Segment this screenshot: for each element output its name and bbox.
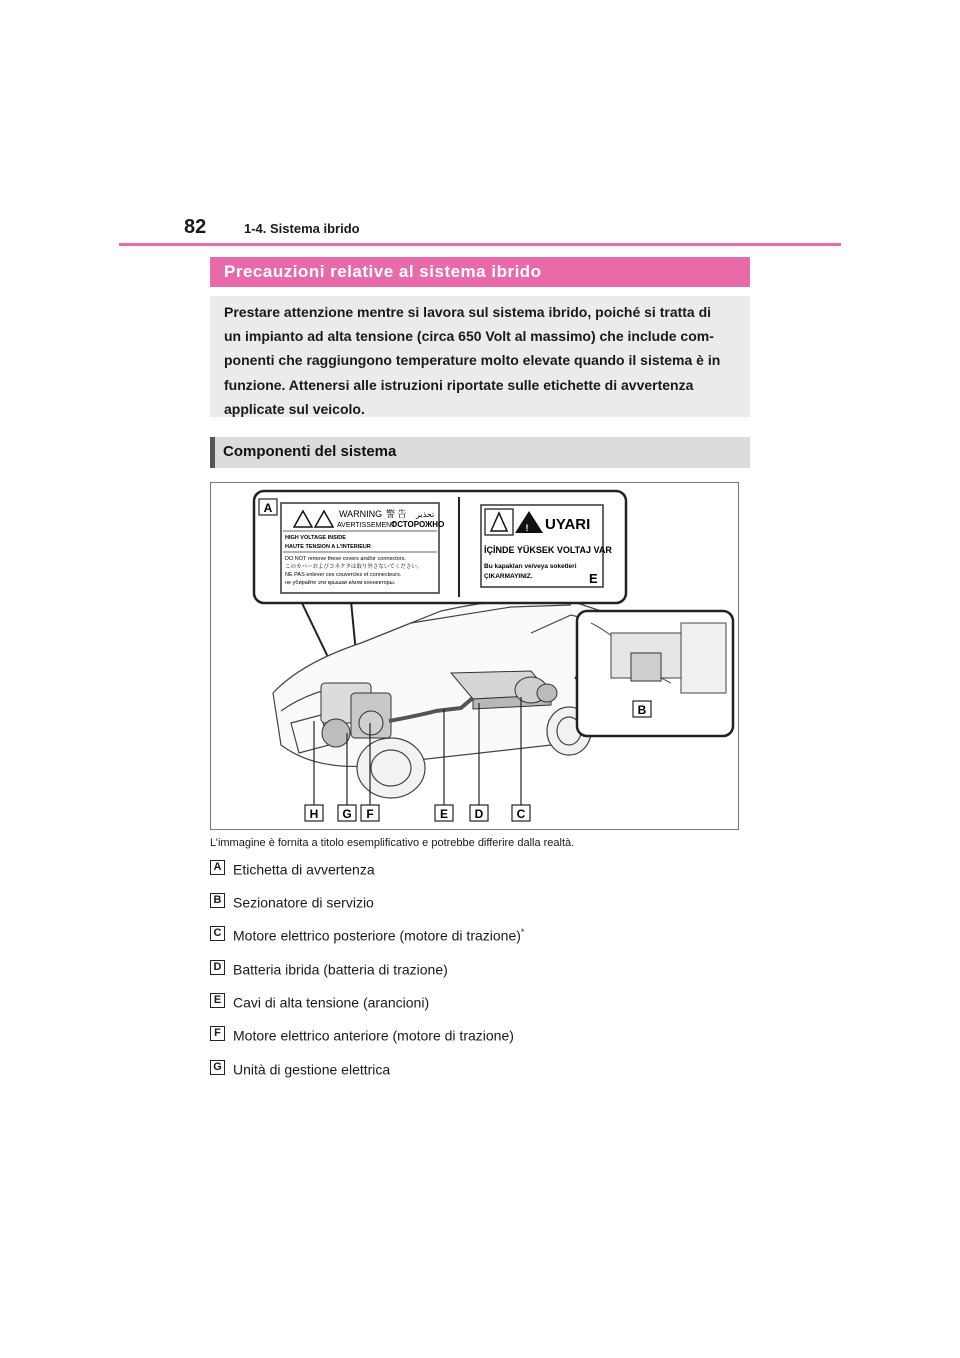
legend-text: Unità di gestione elettrica — [233, 1061, 391, 1078]
warning-label-left — [281, 503, 444, 593]
bottom-callouts — [305, 805, 530, 821]
legend-text: Motore elettrico posteriore (motore di trazione)* — [233, 927, 525, 944]
legend-text: Batteria ibrida (batteria di trazione) — [233, 961, 448, 978]
legend-item — [210, 1060, 710, 1080]
label-ostorozhno: ОСТОРОЖНО — [391, 520, 445, 529]
figure-caption: L’immagine è fornita a titolo esemplificativo e potrebbe differire dalla realtà. — [210, 837, 575, 849]
legend-badge: E — [210, 993, 225, 1008]
illustration-svg — [211, 483, 739, 830]
callout-a-text: A — [263, 501, 273, 515]
callout-f: F — [366, 807, 374, 821]
label-arabic: تحذير — [416, 510, 435, 519]
intro-line: un impianto ad alta tensione (circa 650 Volt al massimo) che include com- — [224, 328, 714, 345]
callout-b: B — [637, 703, 647, 717]
label-icinde: İÇİNDE YÜKSEK VOLTAJ VAR — [484, 545, 612, 555]
legend-text: Etichetta di avvertenza — [233, 861, 375, 878]
label-cikarmayiniz: ÇIKARMAYINIZ. — [484, 573, 533, 580]
section-title: Componenti del sistema — [223, 443, 397, 460]
front-motor-cluster — [321, 683, 391, 747]
legend-badge: D — [210, 960, 225, 975]
legend-item — [210, 860, 710, 880]
intro-note-box — [210, 296, 750, 417]
legend-text: Motore elettrico anteriore (motore di trazione) — [233, 1027, 514, 1044]
intro-line: Prestare attenzione mentre si lavora sul sistema ibrido, poiché si tratta di — [224, 304, 712, 320]
service-plug-inset — [577, 611, 733, 736]
label-line-fr: NE PAS enlever ces couvercles et connecteurs. — [285, 572, 402, 578]
label-uyari: UYARI — [545, 516, 591, 533]
intro-line: applicate sul veicolo. — [224, 400, 365, 417]
heading-marker — [210, 437, 215, 468]
intro-line: funzione. Attenersi alle istruzioni riportate sulle etichette di avvertenza — [224, 376, 694, 393]
callout-e-label: E — [589, 571, 598, 586]
legend-badge: A — [210, 860, 225, 875]
label-line-en: DO NOT remove these covers and/or connectors. — [285, 556, 406, 562]
label-avertissement: AVERTISSEMENT — [337, 522, 396, 529]
legend-item — [210, 926, 710, 946]
legend-badge: F — [210, 1026, 225, 1041]
intro-line: ponenti che raggiungono temperature molto elevate quando il sistema è in — [224, 352, 721, 369]
legend-badge: G — [210, 1060, 225, 1075]
label-hv-inside: HIGH VOLTAGE INSIDE — [285, 535, 346, 541]
label-bu-kapaklari: Bu kapakları ve/veya soketleri — [484, 563, 577, 570]
breadcrumb: 1-4. Sistema ibrido — [244, 221, 360, 236]
label-warning: WARNING — [339, 509, 383, 519]
callout-c: C — [516, 807, 526, 821]
legend-badge: C — [210, 926, 225, 941]
section-heading-components — [210, 437, 750, 468]
label-warning-jp: 警 告 — [386, 509, 407, 519]
legend-item — [210, 993, 710, 1013]
legend-badge: B — [210, 893, 225, 908]
legend-item — [210, 960, 710, 980]
legend-text: Cavi di alta tensione (arancioni) — [233, 994, 430, 1011]
legend-item — [210, 1026, 710, 1046]
callout-d: D — [474, 807, 484, 821]
callout-e: E — [439, 807, 449, 821]
callout-h: H — [309, 807, 319, 821]
page-number: 82 — [184, 216, 207, 238]
header-rule — [119, 243, 841, 246]
section-heading-precautions — [210, 257, 750, 287]
label-line-jp: このカバーおよびコネクタは取り外さないでください。 — [285, 564, 423, 570]
components-illustration — [210, 482, 739, 830]
callout-g: G — [342, 807, 352, 821]
label-line-ru: не убирайте эти крышки и/или коннекторы. — [285, 580, 396, 586]
section-title: Precauzioni relative al sistema ibrido — [224, 262, 542, 281]
legend-text: Sezionatore di servizio — [233, 894, 374, 911]
svg-text:!: ! — [525, 523, 529, 533]
label-haute-tension: HAUTE TENSION A L'INTERIEUR — [285, 544, 371, 550]
legend-item — [210, 893, 710, 913]
